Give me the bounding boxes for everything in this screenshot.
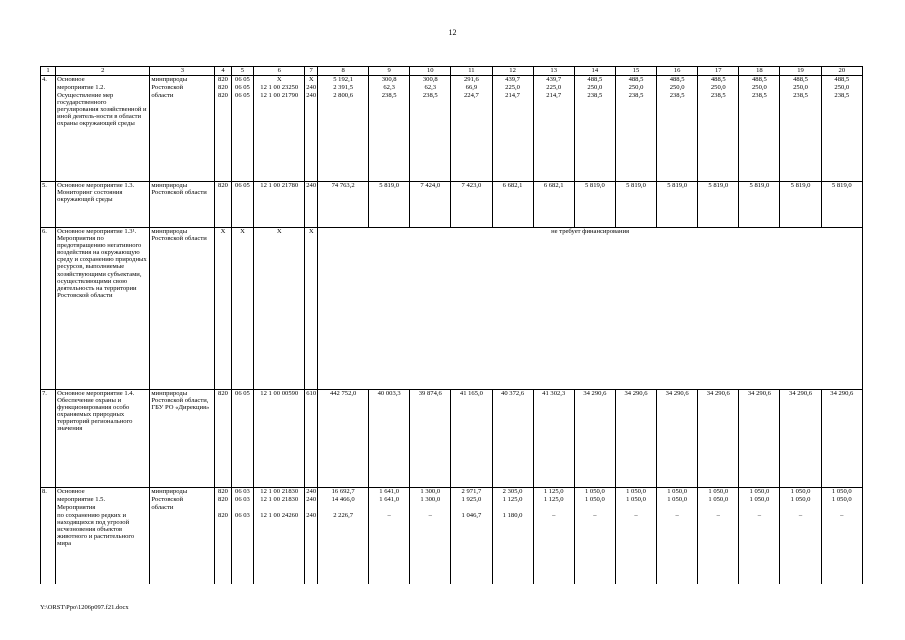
- table-cell: 2 226,7: [318, 512, 369, 584]
- table-cell: [615, 504, 656, 512]
- table-cell: 250,0: [615, 84, 656, 92]
- table-cell: [305, 504, 318, 512]
- table-cell: 1 125,0: [533, 488, 574, 496]
- table-cell: Х: [254, 76, 305, 84]
- table-cell: 250,0: [821, 84, 862, 92]
- table-cell: 6 682,1: [492, 182, 533, 228]
- table-cell: 62,3: [410, 84, 451, 92]
- table-cell: 1 050,0: [574, 488, 615, 496]
- file-path-footer: Y:\ORST\Ppo\1206p097.f21.docx: [40, 604, 129, 611]
- table-cell: [574, 504, 615, 512]
- measure-name-cell: Основное мероприятие 1.3¹. Мероприятия по предотвращению негативного воздействия на окружающую среду и сохранению природных ресурсов, выполняемые хозяйствующими субъектами, осуществляющими свою деятельность на территории Ростовской области: [56, 228, 150, 390]
- table-cell: 34 290,6: [698, 390, 739, 488]
- table-cell: 238,5: [574, 92, 615, 182]
- column-header: 11: [451, 67, 492, 76]
- table-row: [41, 390, 863, 488]
- table-cell: 1 050,0: [821, 488, 862, 496]
- table-cell: 5 819,0: [657, 182, 698, 228]
- table-cell: 820: [215, 182, 231, 228]
- table-cell: 225,0: [533, 84, 574, 92]
- table-cell: 2 800,6: [318, 92, 369, 182]
- table-cell: 5 192,1: [318, 76, 369, 84]
- table-cell: 1 050,0: [615, 488, 656, 496]
- table-cell: 06 05: [231, 76, 254, 84]
- table-cell: 1 050,0: [574, 496, 615, 504]
- table-cell: [215, 504, 231, 512]
- table-row: [41, 504, 863, 512]
- table-cell: 1 050,0: [780, 496, 821, 504]
- table-row: [41, 84, 863, 92]
- executor-cell: минприроды Ростовской области: [150, 182, 215, 228]
- table-cell: 06 05: [231, 92, 254, 182]
- table-cell: 1 050,0: [698, 496, 739, 504]
- table-cell: 12 1 00 00590: [254, 390, 305, 488]
- table-cell: 1 050,0: [615, 496, 656, 504]
- table-cell: 488,5: [821, 76, 862, 84]
- table-cell: 14 466,0: [318, 496, 369, 504]
- table-cell: 439,7: [492, 76, 533, 84]
- measure-name-cell: Основное мероприятие 1.4. Обеспечение охраны и функционирования особо охраняемых природных территорий регионального значения: [56, 390, 150, 488]
- table-cell: 06 03: [231, 488, 254, 496]
- column-header: 12: [492, 67, 533, 76]
- table-row: [41, 496, 863, 504]
- column-header: 2: [56, 67, 150, 76]
- table-cell: 06 03: [231, 496, 254, 504]
- table-cell: 1 050,0: [821, 496, 862, 504]
- table-cell: 1 125,0: [492, 496, 533, 504]
- header-row: [41, 67, 863, 76]
- table-cell: 5 819,0: [698, 182, 739, 228]
- table-cell: [254, 504, 305, 512]
- column-header: 1: [41, 67, 56, 76]
- table-cell: 238,5: [739, 92, 780, 182]
- executor-cell: [150, 512, 215, 584]
- table-cell: 240: [305, 92, 318, 182]
- table-cell: 34 290,6: [780, 390, 821, 488]
- table-cell: 238,5: [780, 92, 821, 182]
- executor-cell: минприроды Ростовской области, ГБУ РО «Дирекция»: [150, 390, 215, 488]
- executor-cell: минприроды: [150, 488, 215, 496]
- measure-name-cell: мероприятие 1.5.: [56, 496, 150, 504]
- table-cell: 820: [215, 84, 231, 92]
- measure-name-cell: по сохранению редких и находящихся под угрозой исчезновения объектов животного и растительного мира: [56, 512, 150, 584]
- table-cell: 238,5: [410, 92, 451, 182]
- measure-name-cell: Осуществление мер государственного регулирования хозяйственной и иной деятель-ности в области охраны окружающей среды: [56, 92, 150, 182]
- table-cell: 488,5: [574, 76, 615, 84]
- table-row: [41, 182, 863, 228]
- executor-cell: минприроды: [150, 76, 215, 84]
- table-cell: 40 003,3: [369, 390, 410, 488]
- table-cell: 41 302,3: [533, 390, 574, 488]
- executor-cell: минприроды Ростовской области: [150, 228, 215, 390]
- table-cell: 1 046,7: [451, 512, 492, 584]
- table-cell: [41, 512, 56, 584]
- table-cell: 12 1 00 21830: [254, 496, 305, 504]
- table-cell: –: [369, 512, 410, 584]
- table-cell: 820: [215, 92, 231, 182]
- column-header: 14: [574, 67, 615, 76]
- table-cell: 250,0: [739, 84, 780, 92]
- table-cell: [41, 84, 56, 92]
- table-cell: 820: [215, 496, 231, 504]
- table-row: [41, 92, 863, 182]
- table-cell: 1 300,0: [410, 496, 451, 504]
- table-cell: –: [410, 512, 451, 584]
- table-cell: Х: [231, 228, 254, 390]
- table-row: [41, 228, 863, 390]
- funding-note: не требует финансирования: [318, 228, 863, 390]
- table-cell: 610: [305, 390, 318, 488]
- table-body: [41, 76, 863, 584]
- column-header: 10: [410, 67, 451, 76]
- column-header: 4: [215, 67, 231, 76]
- table-cell: 1 050,0: [739, 496, 780, 504]
- table-cell: 06 05: [231, 84, 254, 92]
- column-header: 15: [615, 67, 656, 76]
- table-cell: 12 1 00 21780: [254, 182, 305, 228]
- table-cell: 34 290,6: [657, 390, 698, 488]
- table-cell: 6 682,1: [533, 182, 574, 228]
- table-cell: 39 874,6: [410, 390, 451, 488]
- table-cell: 7 424,0: [410, 182, 451, 228]
- table-cell: 488,5: [739, 76, 780, 84]
- column-header: 18: [739, 67, 780, 76]
- table-cell: –: [615, 512, 656, 584]
- table-row: [41, 488, 863, 496]
- measure-name-cell: мероприятие 1.2.: [56, 84, 150, 92]
- table-cell: 1 050,0: [657, 496, 698, 504]
- table-cell: 240: [306, 488, 317, 495]
- table-cell: –: [780, 512, 821, 584]
- table-cell: 06 05: [231, 182, 254, 228]
- column-header: 7: [305, 67, 318, 76]
- table-cell: 1 050,0: [780, 488, 821, 496]
- table-cell: 1 180,0: [492, 512, 533, 584]
- table-cell: 16 692,7: [318, 488, 369, 496]
- table-cell: 238,5: [657, 92, 698, 182]
- table-cell: 12 1 00 21830: [254, 488, 305, 496]
- table-cell: [41, 504, 56, 512]
- table-cell: 66,9: [451, 84, 492, 92]
- table-cell: 06 03: [231, 512, 254, 584]
- table-cell: 7 423,0: [451, 182, 492, 228]
- table-cell: 34 290,6: [821, 390, 862, 488]
- table-cell: 5 819,0: [369, 182, 410, 228]
- column-header: 5: [231, 67, 254, 76]
- table-cell: 6.: [41, 228, 56, 390]
- table-cell: 34 290,6: [739, 390, 780, 488]
- table-cell: 5.: [41, 182, 56, 228]
- column-header: 19: [780, 67, 821, 76]
- column-header: 17: [698, 67, 739, 76]
- table-cell: 12 1 00 21790: [254, 92, 305, 182]
- executor-cell: области: [150, 504, 215, 512]
- column-header: 6: [254, 67, 305, 76]
- executor-cell: области: [150, 92, 215, 182]
- table-cell: 300,8: [410, 76, 451, 84]
- table-cell: –: [739, 512, 780, 584]
- table-cell: 442 752,0: [318, 390, 369, 488]
- table-cell: [410, 504, 451, 512]
- table-cell: 488,5: [698, 76, 739, 84]
- table-cell: 5 819,0: [615, 182, 656, 228]
- table-cell: 240: [305, 512, 318, 584]
- measure-name-cell: Основное мероприятие 1.3. Мониторинг состояния окружающей среды: [56, 182, 150, 228]
- table-cell: –: [533, 512, 574, 584]
- table-cell: 12 1 00 23250: [254, 84, 305, 92]
- table-cell: 1 925,0: [451, 496, 492, 504]
- table-cell: 2 305,0: [492, 488, 533, 496]
- table-cell: 40 372,6: [492, 390, 533, 488]
- table-cell: 1 050,0: [657, 488, 698, 496]
- column-header: 9: [369, 67, 410, 76]
- table-cell: 488,5: [615, 76, 656, 84]
- table-cell: 238,5: [698, 92, 739, 182]
- table-cell: [821, 504, 862, 512]
- table-cell: [369, 504, 410, 512]
- table-cell: 488,5: [780, 76, 821, 84]
- table-cell: [41, 92, 56, 182]
- table-row: [41, 512, 863, 584]
- table-cell: [41, 496, 56, 504]
- table-cell: 1 050,0: [698, 488, 739, 496]
- table-cell: 250,0: [698, 84, 739, 92]
- page-number: 12: [448, 28, 457, 37]
- table-cell: –: [657, 512, 698, 584]
- table-cell: 820: [215, 488, 231, 496]
- table-cell: 225,0: [492, 84, 533, 92]
- table-cell: [739, 504, 780, 512]
- table-cell: 2 971,7: [451, 488, 492, 496]
- table-cell: 34 290,6: [615, 390, 656, 488]
- table-cell: [780, 504, 821, 512]
- table-cell: 62,3: [369, 84, 410, 92]
- table-cell: 250,0: [657, 84, 698, 92]
- table-cell: [318, 504, 369, 512]
- program-table: [40, 66, 863, 584]
- table-cell: 224,7: [451, 92, 492, 182]
- table-cell: 5 819,0: [574, 182, 615, 228]
- table-cell: 820: [215, 390, 231, 488]
- table-cell: 5 819,0: [821, 182, 862, 228]
- table-cell: 4.: [41, 76, 56, 84]
- table-cell: Х: [305, 228, 318, 390]
- table-cell: 820: [215, 76, 231, 84]
- column-header: 8: [318, 67, 369, 76]
- table-cell: 7.: [41, 390, 56, 488]
- table-cell: 1 125,0: [533, 496, 574, 504]
- table-cell: [492, 504, 533, 512]
- table-cell: –: [698, 512, 739, 584]
- table-cell: 238,5: [615, 92, 656, 182]
- table-cell: 488,5: [657, 76, 698, 84]
- table-cell: Х: [254, 228, 305, 390]
- table-cell: 214,7: [533, 92, 574, 182]
- table-cell: 240: [306, 495, 317, 503]
- table-cell: 1 300,0: [410, 488, 451, 496]
- table-cell: 214,7: [492, 92, 533, 182]
- executor-cell: Ростовской: [150, 84, 215, 92]
- column-header: 13: [533, 67, 574, 76]
- table-cell: 5 819,0: [780, 182, 821, 228]
- table-cell: 1 641,0: [369, 488, 410, 496]
- table-cell: Х: [305, 76, 318, 84]
- table-cell: [231, 504, 254, 512]
- table-cell: –: [574, 512, 615, 584]
- table-cell: 439,7: [533, 76, 574, 84]
- column-header: 20: [821, 67, 862, 76]
- column-header: 3: [150, 67, 215, 76]
- table-cell: 34 290,6: [574, 390, 615, 488]
- table-cell: 1 641,0: [369, 496, 410, 504]
- column-header: 16: [657, 67, 698, 76]
- measure-name-cell: Основное: [56, 488, 150, 496]
- table-cell: [698, 504, 739, 512]
- table-cell: 8.: [41, 488, 56, 496]
- table-cell: 5 819,0: [739, 182, 780, 228]
- measure-name-cell: Основное: [56, 76, 150, 84]
- table-cell: 240: [306, 83, 317, 91]
- table-cell: 300,8: [369, 76, 410, 84]
- table-cell: 250,0: [780, 84, 821, 92]
- table-cell: 41 165,0: [451, 390, 492, 488]
- table-row: [41, 76, 863, 84]
- table-cell: 240: [305, 182, 318, 228]
- table-cell: –: [821, 512, 862, 584]
- table-cell: 820: [215, 512, 231, 584]
- table-cell: [451, 504, 492, 512]
- table-cell: [657, 504, 698, 512]
- table-cell: 238,5: [369, 92, 410, 182]
- table-cell: [533, 504, 574, 512]
- table-cell: Х: [215, 228, 231, 390]
- table-cell: 1 050,0: [739, 488, 780, 496]
- table-cell: 250,0: [574, 84, 615, 92]
- table-cell: 12 1 00 24260: [254, 512, 305, 584]
- table-cell: 238,5: [821, 92, 862, 182]
- measure-name-cell: Мероприятия: [56, 504, 150, 512]
- executor-cell: Ростовской: [150, 496, 215, 504]
- table-cell: 74 763,2: [318, 182, 369, 228]
- table-cell: 2 391,5: [318, 84, 369, 92]
- table-cell: 06 05: [231, 390, 254, 488]
- table-cell: 291,6: [451, 76, 492, 84]
